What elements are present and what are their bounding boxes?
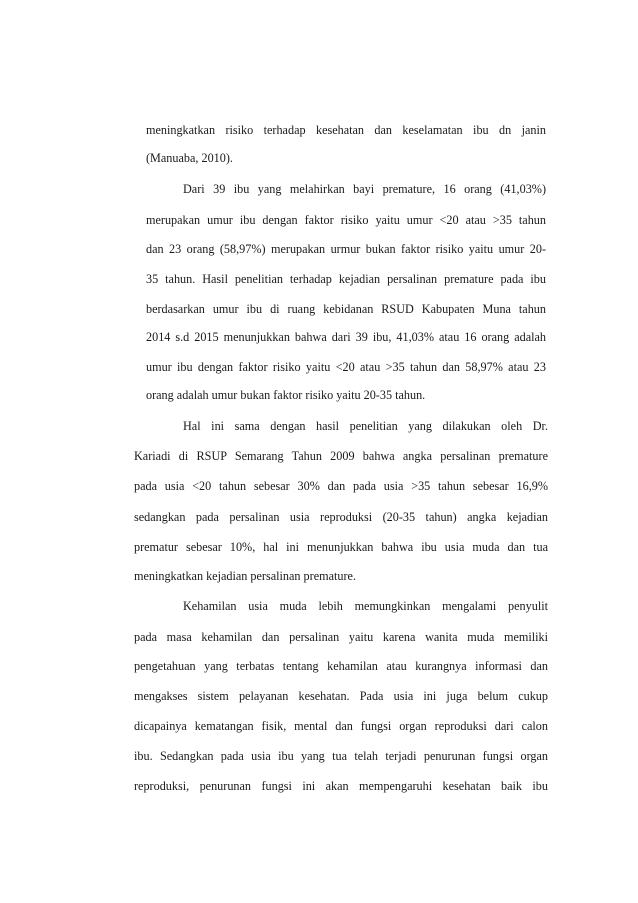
text-line: umur ibu dengan faktor risiko yaitu <20 atau >35 tahun dan 58,97% atau 23 [146,360,546,374]
text-line: mengakses sistem pelayanan kesehatan. Pada usia ini juga belum cukup [134,689,548,703]
text-line: pada usia <20 tahun sebesar 30% dan pada usia >35 tahun sebesar 16,9% [134,479,548,493]
text-line: meningkatkan risiko terhadap kesehatan dan keselamatan ibu dn janin [146,123,546,137]
text-line: orang adalah umur bukan faktor risiko yaitu 20-35 tahun. [146,388,426,402]
text-line: berdasarkan umur ibu di ruang kebidanan RSUD Kabupaten Muna tahun [146,302,546,316]
text-line: Kariadi di RSUP Semarang Tahun 2009 bahwa angka persalinan premature [134,449,548,463]
text-line: prematur sebesar 10%, hal ini menunjukkan bahwa ibu usia muda dan tua [134,540,548,554]
text-line: merupakan umur ibu dengan faktor risiko yaitu umur <20 atau >35 tahun [146,213,546,227]
text-line: Hal ini sama dengan hasil penelitian yang dilakukan oleh Dr. [183,419,548,433]
text-line: Kehamilan usia muda lebih memungkinkan mengalami penyulit [183,599,548,613]
text-line: 35 tahun. Hasil penelitian terhadap kejadian persalinan premature pada ibu [146,272,546,286]
text-line: pengetahuan yang terbatas tentang kehamilan atau kurangnya informasi dan [134,659,548,673]
text-line: dan 23 orang (58,97%) merupakan urmur bukan faktor risiko yaitu umur 20- [146,242,546,256]
text-line: ibu. Sedangkan pada usia ibu yang tua telah terjadi penurunan fungsi organ [134,749,548,763]
text-line: 2014 s.d 2015 menunjukkan bahwa dari 39 ibu, 41,03% atau 16 orang adalah [146,330,546,344]
text-line: sedangkan pada persalinan usia reproduksi (20-35 tahun) angka kejadian [134,510,548,524]
text-line: reproduksi, penurunan fungsi ini akan mempengaruhi kesehatan baik ibu [134,779,548,793]
text-line: meningkatkan kejadian persalinan premature. [134,569,356,583]
text-line: Dari 39 ibu yang melahirkan bayi premature, 16 orang (41,03%) [183,182,546,196]
text-line: dicapainya kematangan fisik, mental dan fungsi organ reproduksi dari calon [134,719,548,733]
text-line: pada masa kehamilan dan persalinan yaitu karena wanita muda memiliki [134,630,548,644]
text-line: (Manuaba, 2010). [146,151,233,165]
